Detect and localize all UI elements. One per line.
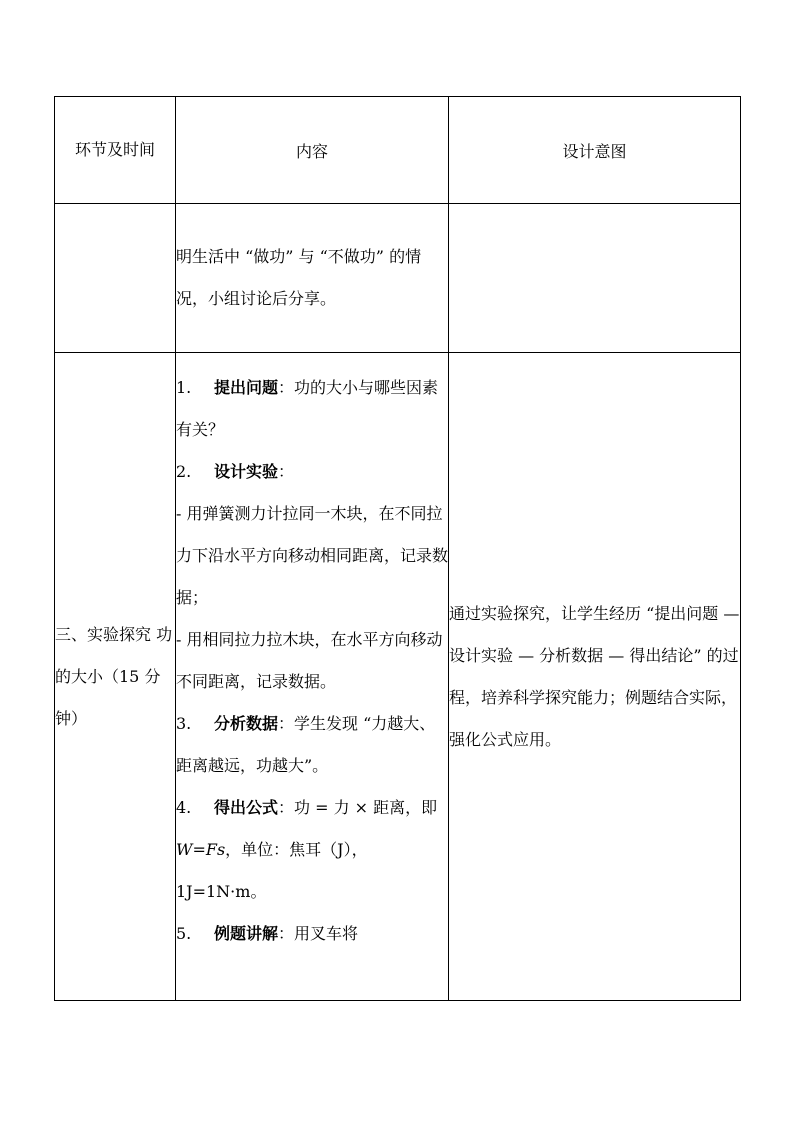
header-design-intent: 设计意图 [449,97,741,204]
list-item: 4. 得出公式：功 = 力 × 距离，即 W=Fs，单位：焦耳（J），1J=1N·m。 [176,798,438,901]
list-item: 3. 分析数据：学生发现 “力越大、距离越远，功越大”。 [176,714,436,775]
stage-cell: 三、实验探究 功的大小（15 分钟） [55,353,176,1001]
list-item: 1. 提出问题：功的大小与哪些因素有关？ [176,378,439,439]
intent-cell: 通过实验探究，让学生经历 “提出问题 — 设计实验 — 分析数据 — 得出结论” 的过程，培养科学探究能力；例题结合实际，强化公式应用。 [449,353,741,1001]
header-content: 内容 [176,97,449,204]
list-item: - 用弹簧测力计拉同一木块，在不同拉力下沿水平方向移动相同距离，记录数据； [176,504,449,607]
table-row [55,353,741,1001]
table-row [55,204,741,353]
header-stage-time: 环节及时间 [55,97,176,204]
content-cell: 明生活中 “做功” 与 “不做功” 的情况，小组讨论后分享。 [176,204,449,353]
list-item: 5. 例题讲解：用叉车将 [176,924,359,943]
lesson-plan-table [54,96,741,1001]
content-cell [176,353,449,1001]
intent-cell-empty [449,204,741,353]
table-header-row [55,97,741,204]
formula: W=Fs [176,840,226,859]
list-item: 2. 设计实验： [176,462,295,481]
list-item: - 用相同拉力拉木块，在水平方向移动不同距离，记录数据。 [176,630,443,691]
stage-cell-empty [55,204,176,353]
